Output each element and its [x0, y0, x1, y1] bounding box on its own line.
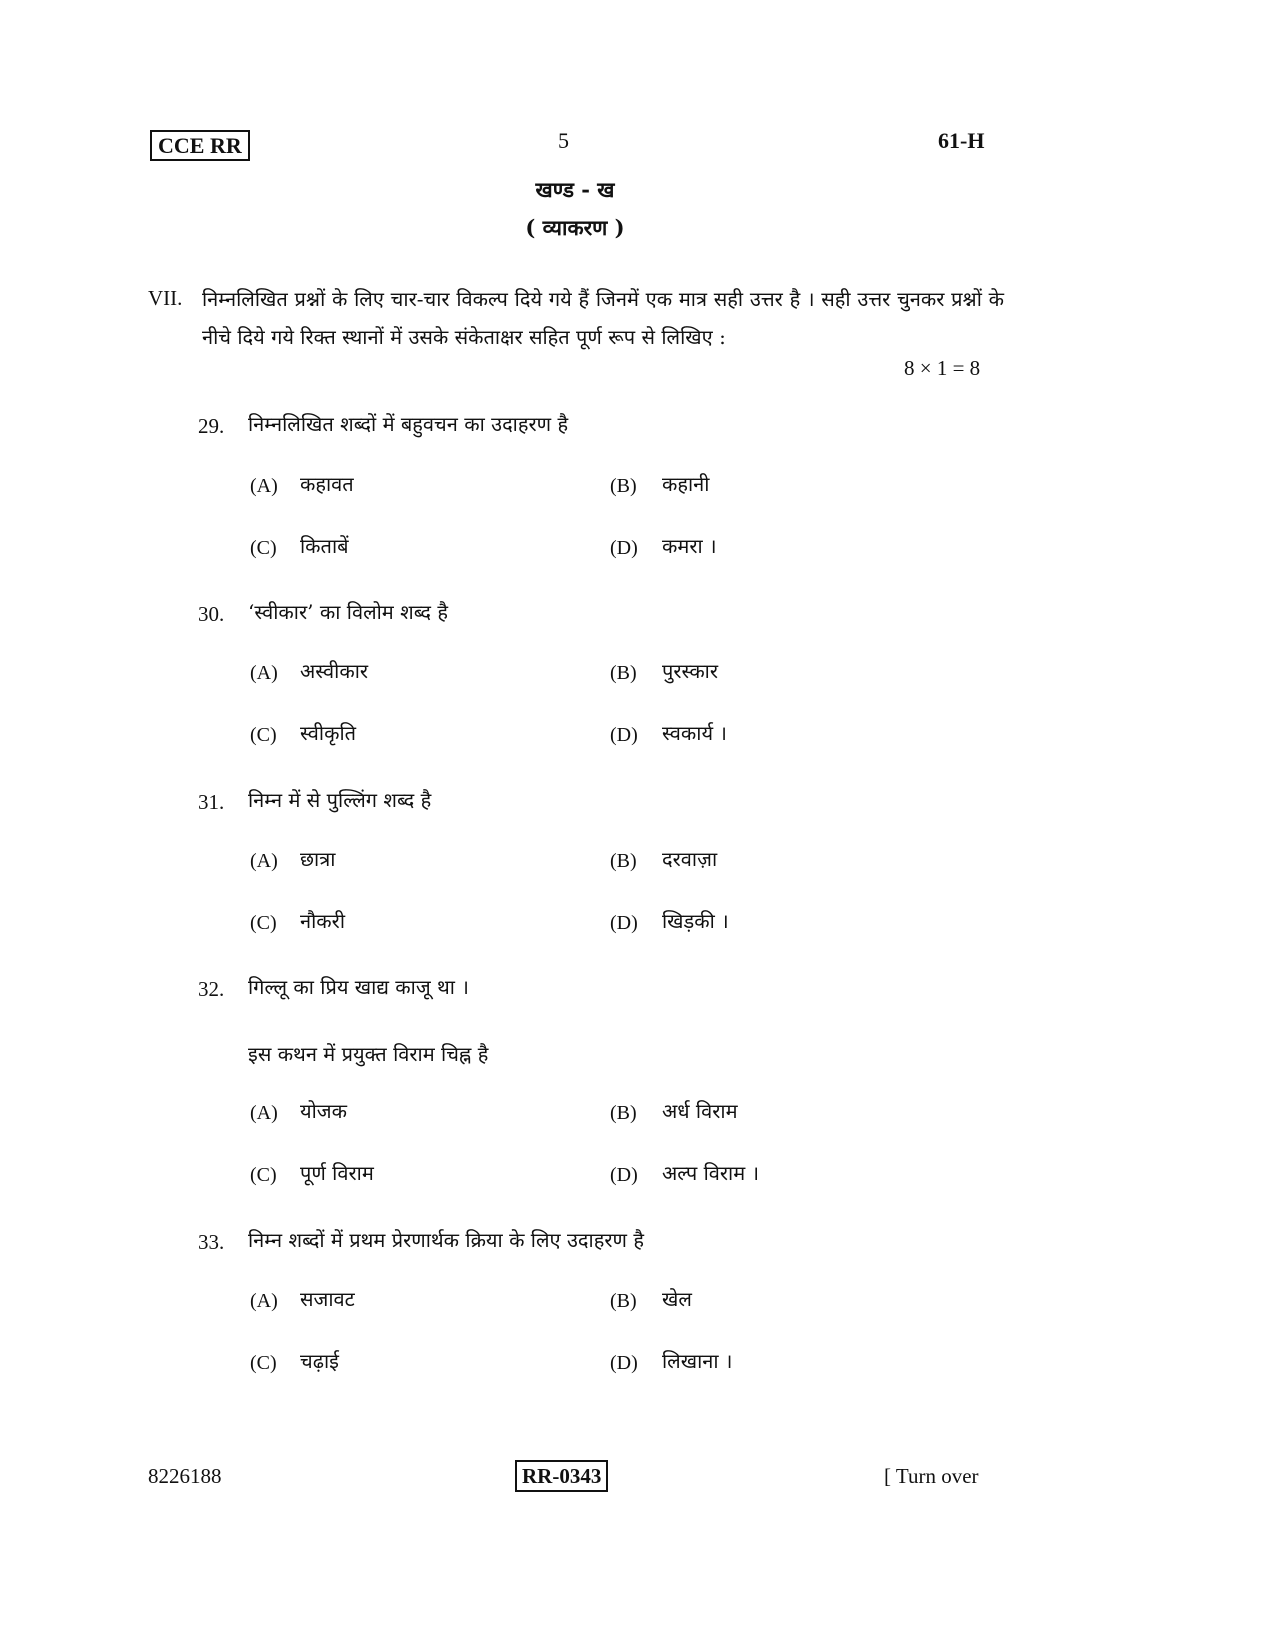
- option-label: (B): [610, 850, 637, 872]
- option-label: (C): [250, 1164, 277, 1186]
- option-label: (B): [610, 475, 637, 497]
- option-text: चढ़ाई: [300, 1349, 339, 1373]
- header-right-code: 61-H: [938, 128, 985, 153]
- option-label: (B): [610, 1290, 637, 1312]
- footer-paper-code: RR-0343: [515, 1460, 608, 1492]
- option-text: योजक: [300, 1099, 347, 1123]
- instruction-number: VII.: [148, 286, 183, 310]
- option-text: छात्रा: [300, 847, 336, 871]
- option-label: (B): [610, 662, 637, 684]
- instruction-text: निम्नलिखित प्रश्नों के लिए चार-चार विकल्प दिये गये हैं जिनमें एक मात्र सही उत्तर है । सही उत्तर चुनकर प्रश्नों के नीचे दिये गये रिक्त स्थानों में उसके संकेताक्षर सहित पूर्ण रूप से लिखिए :: [202, 287, 1004, 349]
- option-label: (C): [250, 537, 277, 559]
- option-text: पूर्ण विराम: [300, 1161, 374, 1185]
- option-text: सजावट: [300, 1287, 355, 1311]
- question-number: 33.: [198, 1230, 225, 1254]
- option-text: कहानी: [662, 472, 710, 496]
- option-label: (A): [250, 662, 278, 684]
- question-subtext: इस कथन में प्रयुक्त विराम चिह्न है: [248, 1042, 489, 1066]
- option-text: नौकरी: [300, 909, 345, 933]
- question-number: 31.: [198, 790, 225, 814]
- option-text: पुरस्कार: [662, 659, 719, 683]
- option-label: (D): [610, 1164, 638, 1186]
- question-number: 29.: [198, 414, 225, 438]
- footer-turn-over: [ Turn over: [884, 1464, 979, 1488]
- question-number: 30.: [198, 602, 225, 626]
- question-text: निम्नलिखित शब्दों में बहुवचन का उदाहरण है: [248, 412, 569, 436]
- option-text: अर्ध विराम: [662, 1099, 738, 1123]
- option-text: खेल: [662, 1287, 692, 1311]
- question-number: 32.: [198, 977, 225, 1001]
- option-label: (A): [250, 850, 278, 872]
- option-text: लिखाना ।: [662, 1349, 733, 1373]
- instruction-marks: 8 × 1 = 8: [904, 356, 981, 380]
- question-text: ‘स्वीकार’ का विलोम शब्द है: [248, 600, 448, 624]
- option-text: किताबें: [300, 534, 349, 558]
- option-text: अल्प विराम ।: [662, 1161, 760, 1185]
- header-left-code: CCE RR: [150, 130, 250, 161]
- option-label: (C): [250, 1352, 277, 1374]
- option-text: कमरा ।: [662, 534, 717, 558]
- footer-serial: 8226188: [148, 1464, 222, 1488]
- option-text: अस्वीकार: [300, 659, 369, 683]
- section-title: खण्ड - ख: [535, 177, 615, 202]
- option-label: (A): [250, 1290, 278, 1312]
- option-label: (D): [610, 912, 638, 934]
- page-number: 5: [558, 128, 569, 153]
- option-label: (D): [610, 1352, 638, 1374]
- option-text: कहावत: [300, 472, 354, 496]
- option-label: (C): [250, 912, 277, 934]
- option-label: (B): [610, 1102, 637, 1124]
- option-text: खिड़की ।: [662, 909, 729, 933]
- option-text: दरवाज़ा: [662, 847, 718, 871]
- option-text: स्वीकृति: [300, 721, 357, 745]
- option-label: (D): [610, 537, 638, 559]
- option-label: (A): [250, 475, 278, 497]
- question-text: निम्न शब्दों में प्रथम प्रेरणार्थक क्रिया के लिए उदाहरण है: [248, 1228, 644, 1252]
- section-subtitle: ( व्याकरण ): [525, 215, 625, 240]
- option-label: (A): [250, 1102, 278, 1124]
- option-label: (D): [610, 724, 638, 746]
- question-text: गिल्लू का प्रिय खाद्य काजू था ।: [248, 975, 469, 999]
- option-label: (C): [250, 724, 277, 746]
- question-text: निम्न में से पुल्लिंग शब्द है: [248, 788, 432, 812]
- option-text: स्वकार्य ।: [662, 721, 727, 745]
